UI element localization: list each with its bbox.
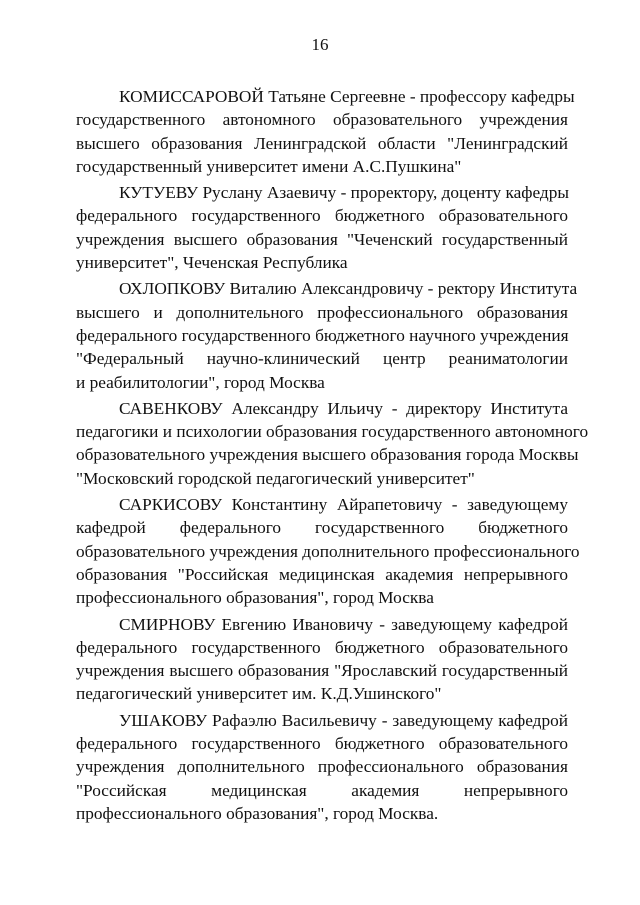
text-line: профессионального образования", город Москва (76, 588, 434, 608)
text-line: УШАКОВУ Рафаэлю Васильевичу - заведующему кафедрой (119, 710, 568, 730)
paragraph-ushakov (76, 709, 568, 825)
text-line: "Федеральный научно-клинический центр реаниматологии (76, 349, 568, 369)
text-line: учреждения высшего образования "Ярославский государственный (76, 661, 568, 681)
text-line: высшего образования Ленинградской области "Ленинградский (76, 133, 568, 153)
document-body (76, 85, 589, 828)
text-line: педагогический университет им. К.Д.Ушинского" (76, 684, 442, 704)
text-line: федерального государственного бюджетного образовательного (76, 734, 568, 754)
text-line: образовательного учреждения высшего образования города Москвы (76, 445, 579, 465)
text-line: образовательного учреждения дополнительного профессионального (76, 541, 580, 561)
text-line: профессионального образования", город Москва. (76, 803, 439, 823)
paragraph-smirnov (76, 613, 568, 706)
text-line: учреждения дополнительного профессионального образования (76, 757, 568, 777)
text-line: педагогики и психологии образования государственного автономного (76, 422, 589, 442)
text-line: КУТУЕВУ Руслану Азаевичу - проректору, доценту кафедры (119, 183, 569, 203)
text-line: университет", Чеченская Республика (76, 253, 348, 273)
paragraph-kutuev (76, 181, 568, 274)
text-line: ОХЛОПКОВУ Виталию Александровичу - ректору Института (119, 279, 578, 299)
text-line: государственного автономного образовательного учреждения (76, 110, 568, 130)
paragraph-savenkov (76, 397, 589, 490)
text-line: федерального государственного бюджетного образовательного (76, 637, 568, 657)
text-line: федерального государственного бюджетного научного учреждения (76, 325, 569, 345)
text-line: учреждения высшего образования "Чеченский государственный (76, 229, 568, 249)
page-number: 16 (311, 35, 329, 54)
text-line: и реабилитологии", город Москва (76, 372, 325, 392)
text-line: кафедрой федерального государственного бюджетного (76, 518, 568, 538)
text-line: высшего и дополнительного профессионального образования (76, 302, 568, 322)
text-line: государственный университет имени А.С.Пушкина" (76, 156, 462, 176)
text-line: федерального государственного бюджетного образовательного (76, 206, 568, 226)
text-line: "Российская медицинская академия непрерывного (76, 780, 568, 800)
paragraph-okhlopkov (76, 277, 578, 393)
text-line: САВЕНКОВУ Александру Ильичу - директору Института (119, 398, 568, 418)
paragraph-komissarova (76, 85, 575, 178)
text-line: СМИРНОВУ Евгению Ивановичу - заведующему кафедрой (119, 614, 568, 634)
text-line: КОМИССАРОВОЙ Татьяне Сергеевне - профессору кафедры (119, 87, 575, 106)
text-line: образования "Российская медицинская академия непрерывного (76, 564, 568, 584)
text-line: САРКИСОВУ Константину Айрапетовичу - заведующему (119, 495, 568, 515)
paragraph-sarkisov (76, 493, 580, 609)
text-line: "Московский городской педагогический университет" (76, 468, 475, 488)
